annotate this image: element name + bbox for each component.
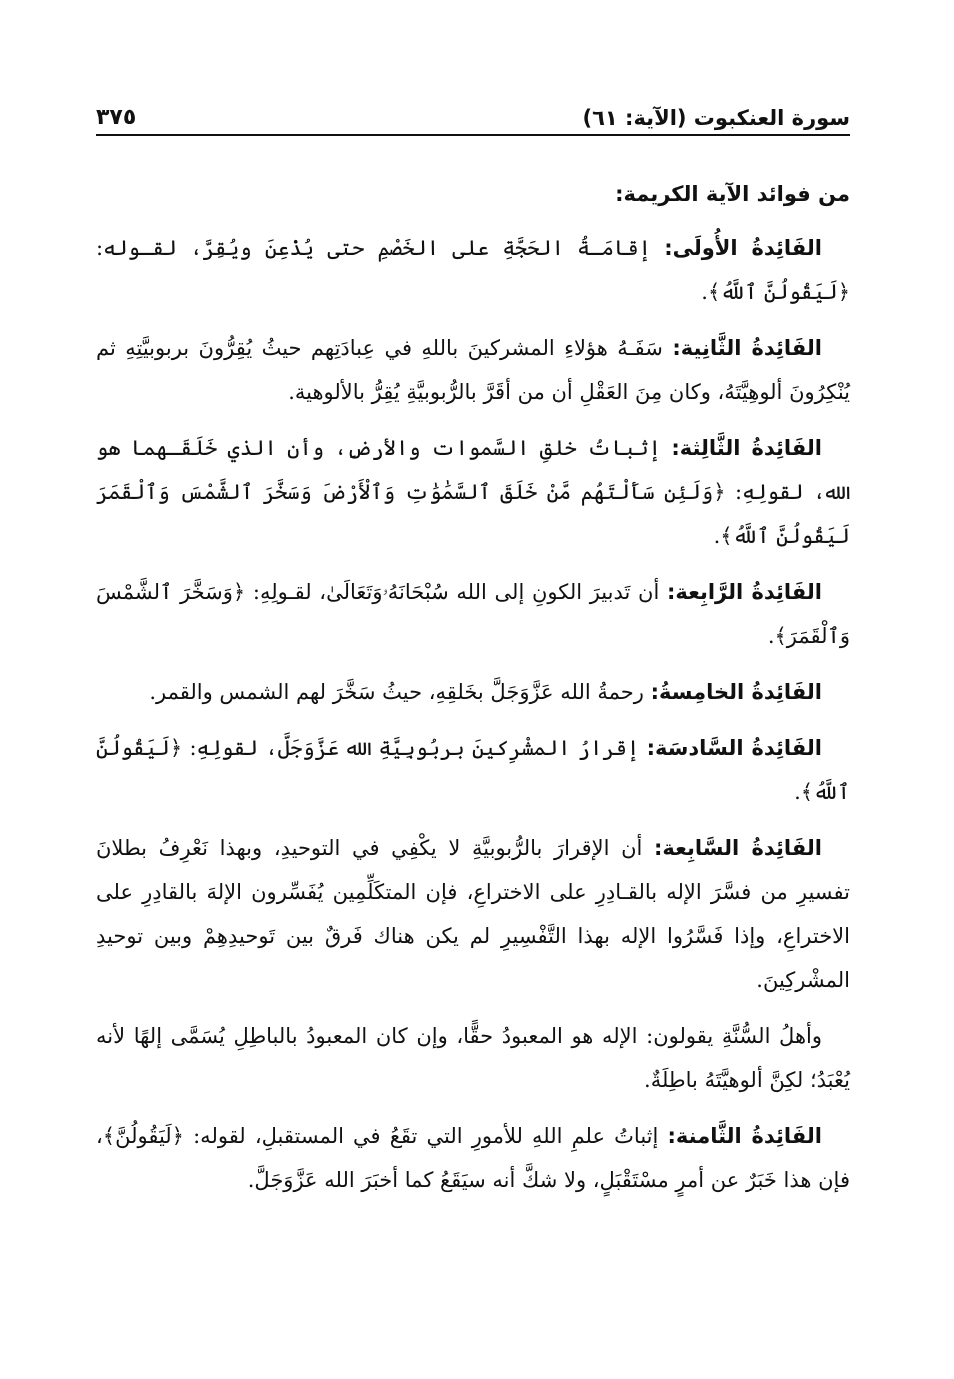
benefit-label: الفَائِدةُ الثَّانِية:: [672, 336, 822, 360]
paragraph-benefit-6: [96, 726, 850, 814]
benefit-label: الفَائِدةُ السَّادسَة:: [646, 736, 822, 760]
benefit-label: الفَائِدةُ الأُولَى:: [664, 236, 822, 260]
section-heading: من فوائد الآية الكريمة:: [615, 182, 850, 206]
page-body: [96, 172, 850, 1214]
benefit-text: إثباتُ علمِ اللهِ للأمورِ التي تقَعُ في المستقبلِ، لقوله: ﴿لَيَقُولُنَّ﴾، فإن هذا خَبَرٌ عن أمرٍ مسْتَقْبَلٍ، ولا شكَّ أنه سيَقَعُ كما أخبَرَ الله عَزَّوَجَلَّ.: [96, 1124, 850, 1192]
benefit-label: الفَائِدةُ الخامِسةُ:: [650, 680, 822, 704]
page-number: ٣٧٥: [96, 105, 137, 130]
paragraph-benefit-7: [96, 826, 850, 1002]
page-header: [96, 90, 850, 130]
paragraph-benefit-5: [96, 670, 850, 714]
paragraph-benefit-1: [96, 226, 850, 314]
benefit-text: أن تَدبيرَ الكونِ إلى الله سُبْحَانَهُۥوَتَعَالَىٰ، لقـولِهِ: ﴿وَسَخَّرَ ٱلشَّمْسَ وَٱلْقَمَرَ﴾.: [96, 580, 850, 648]
benefit-label: الفَائِدةُ الثَّالِثة:: [671, 436, 822, 460]
paragraph-text: وأهلُ السُّنَّةِ يقولون: الإله هو المعبودُ حقًّا، وإن كان المعبودُ بالباطِلِ يُسَمَّى إلهًا لأنه يُعْبَدُ؛ لكِنَّ ألوهيَّتَهُ باطِلَةٌ.: [96, 1024, 850, 1092]
benefit-label: الفَائِدةُ السَّابِعة:: [654, 836, 822, 860]
benefit-text: إقرارُ المشْرِكينَ بربُوبِيَّةِ الله عَزَّوَجَلَّ، لقولِهِ: ﴿لَيَقُولُنَّ ٱللَّهُ﴾.: [96, 736, 850, 804]
benefit-text: أن الإقرارَ بالرُّبوبيَّةِ لا يكْفِي في التوحيدِ، وبهذا نَعْرِفُ بطلانَ تفسيرِ من فسَّرَ الإله بالقـادِرِ على الاختراعِ، فإن المتكَلِّمِين يُفَسِّرون الإلهَ بالقادِرِ على الاختراعِ، وإذا فَسَّرُوا الإله بهذا التَّفْسِيرِ لم يكن هناك فَرقٌ بين تَوحيدِهِمْ وبين توحيدِ المشْركِينَ.: [96, 836, 850, 992]
paragraph-benefit-4: [96, 570, 850, 658]
benefit-text: سَفَـهُ هؤلاءِ المشركينَ باللهِ في عِبادَتِهم حيثُ يُقِرُّونَ بربوبيَّتِهِ ثم يُنْكِرُونَ ألوهِيَّتَهُ، وكان مِنَ العَقْلِ أن من أقَرَّ بالرُّبوبيَّةِ يُقِرُّ بالألوهية.: [96, 336, 850, 404]
paragraph-benefit-3: [96, 426, 850, 558]
benefit-text: رحمةُ الله عَزَّوَجَلَّ بخَلقِهِ، حيثُ سَخَّرَ لهم الشمس والقمر.: [149, 680, 651, 704]
running-title: سورة العنكبوت (الآية: ٦١): [582, 106, 850, 130]
header-divider: [96, 134, 850, 136]
benefit-text: إقامَـةُ الحَجَّةِ على الخَصْمِ حتى يُذْعِنَ ويُقِرَّ، لقـوله: ﴿لَيَقُولُنَّ ٱللَّهُ﴾.: [96, 236, 850, 304]
paragraph-ahl-al-sunnah: [96, 1014, 850, 1102]
benefit-text: إثباتُ خلقِ السَّموات والأرضِ، وأن الذي خَلَقَـهما هو الله، لقولِهِ: ﴿وَلَئِن سَأَلْتَهُم مَّنْ خَلَقَ ٱلسَّمَٰوَٰتِ وَٱلْأَرْضَ وَسَخَّرَ ٱلشَّمْسَ وَٱلْقَمَرَ لَيَقُولُنَّ ٱللَّهُ﴾.: [96, 436, 850, 548]
paragraph-benefit-8: [96, 1114, 850, 1202]
benefit-label: الفَائِدةُ الرَّابِعة:: [666, 580, 822, 604]
paragraph-benefit-2: [96, 326, 850, 414]
benefit-label: الفَائِدةُ الثَّامنة:: [667, 1124, 822, 1148]
